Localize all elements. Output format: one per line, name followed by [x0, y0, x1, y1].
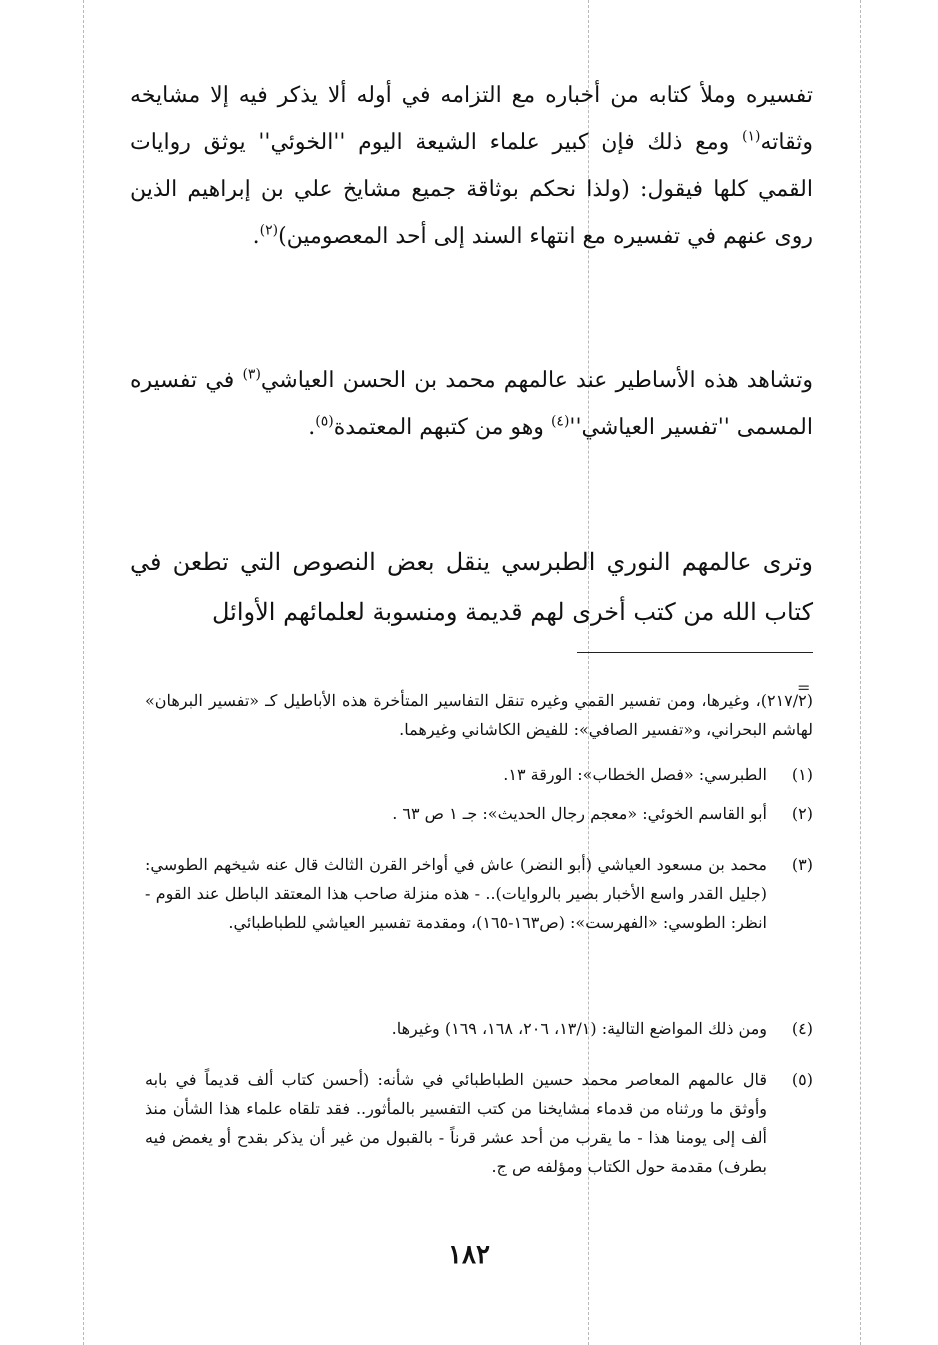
footnote-4 [145, 1014, 813, 1043]
footnote-5-number: (٥) [791, 1070, 813, 1089]
paragraph-2 [130, 357, 813, 451]
paragraph-2-text: وتشاهد هذه الأساطير عند عالمهم محمد بن الحسن العياشي [260, 368, 813, 393]
footnote-2-text: أبو القاسم الخوئي: «معجم رجال الحديث»: جـ ١ ص ٦٣ . [392, 804, 767, 823]
scan-guide-line-left [83, 0, 84, 1345]
footnote-separator [577, 652, 813, 653]
footnote-2-number: (٢) [791, 804, 813, 823]
footnote-continuation-mark: = [797, 678, 811, 697]
paragraph-2-end: . [308, 415, 316, 440]
footnote-ref-2: (٢) [259, 222, 279, 239]
paragraph-3 [130, 537, 813, 637]
page-number: ١٨٢ [448, 1240, 490, 1270]
paragraph-1-text: تفسيره وملأ كتابه من أخباره مع التزامه في أوله ألا يذكر فيه إلا مشايخه وثقاته [130, 83, 813, 155]
scan-guide-line-right [860, 0, 861, 1345]
footnote-2 [145, 799, 813, 828]
footnote-1-number: (١) [791, 765, 813, 784]
footnote-3-text: محمد بن مسعود العياشي (أبو النضر) عاش في أواخر القرن الثالث قال عنه شيخهم الطوسي: (جليل القدر واسع الأخبار بصير بالروايات).. - هذه منزلة صاحب هذا المعتقد الباطل عند القوم - انظر: الطوسي: «الفهرست»: (ص١٦٣-١٦٥)، ومقدمة تفسير العياشي للطباطبائي. [145, 855, 768, 932]
paragraph-3-text: وترى عالمهم النوري الطبرسي ينقل بعض النصوص التي تطعن في كتاب الله من كتب أخرى لهم قديمة ومنسوبة لعلمائهم الأوائل [130, 548, 813, 626]
paragraph-2-text-cont: في تفسيره المسمى ''تفسير العياشي'' [130, 368, 813, 440]
footnote-3-number: (٣) [791, 855, 813, 874]
footnote-ref-1: (١) [742, 128, 761, 145]
footnote-1 [145, 760, 813, 789]
footnote-4-number: (٤) [791, 1019, 813, 1038]
footnote-5 [145, 1065, 813, 1181]
footnote-1-text: الطبرسي: «فصل الخطاب»: الورقة ١٣. [503, 765, 767, 784]
paragraph-1-end: . [252, 224, 260, 249]
paragraph-2-text-cont2: وهو من كتبهم المعتمدة [333, 415, 551, 440]
footnote-ref-5: (٥) [315, 413, 334, 430]
footnote-4-text: ومن ذلك المواضع التالية: (١٣/١، ٢٠٦، ١٦٨، ١٦٩) وغيرها. [391, 1019, 767, 1038]
paragraph-1-text-cont: ومع ذلك فإن كبير علماء الشيعة اليوم ''الخوئي'' يوثق روايات القمي كلها فيقول: (ولذا نحكم بوثاقة جميع مشايخ علي بن إبراهيم الذين روى عنهم في تفسيره مع انتهاء السند إلى أحد المعصومين) [130, 130, 813, 249]
footnote-continuation [145, 686, 813, 744]
footnote-5-text: قال عالمهم المعاصر محمد حسين الطباطبائي في شأنه: (أحسن كتاب ألف قديماً في بابه وأوثق ما ورثناه من قدماء مشايخنا من كتب التفسير بالمأثور.. فقد تلقاه علماء هذا الشأن منذ ألف إلى يومنا هذا - ما يقرب من أحد عشر قرناً - بالقبول من غير أن يذكر بقدح أو يغمض فيه بطرف) مقدمة حول الكتاب ومؤلفه ص ج. [145, 1070, 768, 1176]
footnote-ref-3: (٣) [242, 366, 261, 383]
paragraph-1 [130, 72, 813, 260]
footnote-continuation-text: (٢١٧/٢)، وغيرها، ومن تفسير القمي وغيره تنقل التفاسير المتأخرة هذه الأباطيل كـ «تفسير البرهان» لهاشم البحراني، و«تفسير الصافي»: للفيض الكاشاني وغيرهما. [145, 691, 813, 739]
footnote-3 [145, 850, 813, 937]
footnote-ref-4: (٤) [550, 413, 570, 430]
